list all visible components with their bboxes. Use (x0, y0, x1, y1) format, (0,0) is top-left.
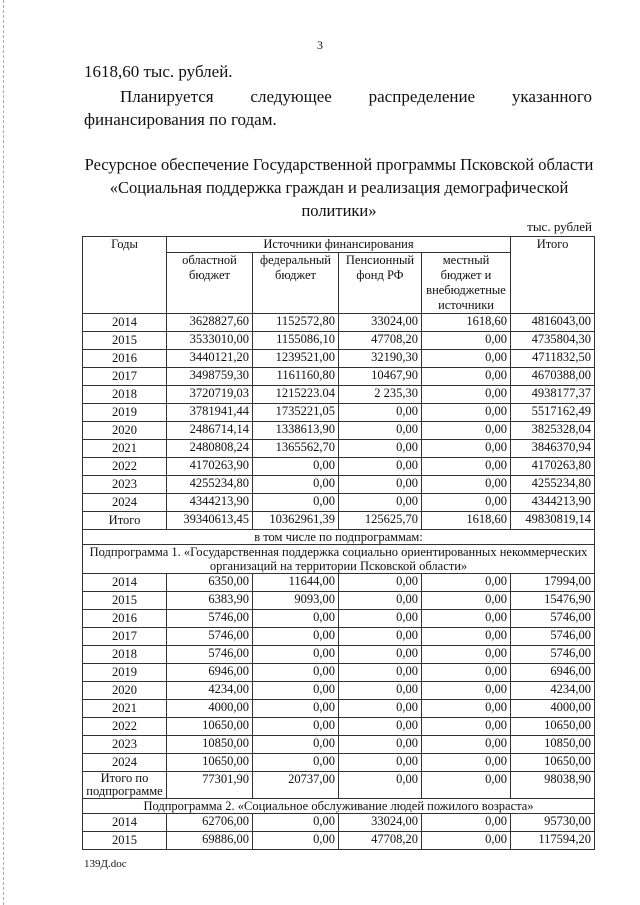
intro-line-2 (84, 87, 592, 107)
value-cell: 10650,00 (167, 718, 253, 736)
year-cell: 2020 (83, 422, 167, 440)
value-cell: 69886,00 (167, 832, 253, 850)
value-cell: 3628827,60 (167, 314, 253, 332)
subprograms-label (83, 530, 595, 545)
value-cell: 0,00 (339, 422, 422, 440)
year-cell: 2014 (83, 814, 167, 832)
header-pension: Пенсионный фонд РФ (339, 253, 422, 314)
value-cell: 10850,00 (167, 736, 253, 754)
value-cell: 0,00 (339, 458, 422, 476)
value-cell: 98038,90 (511, 772, 595, 799)
value-cell: 0,00 (253, 814, 339, 832)
value-cell: 1338613,90 (253, 422, 339, 440)
year-cell: 2023 (83, 476, 167, 494)
value-cell: 10650,00 (167, 754, 253, 772)
value-cell: 95730,00 (511, 814, 595, 832)
value-cell: 0,00 (422, 682, 511, 700)
value-cell: 0,00 (422, 700, 511, 718)
subprogram-1-title-text: Подпрограмма 1. «Государственная поддержка социально ориентированных некоммерческих организаций на территории Псковской области» (83, 545, 595, 574)
intro-line-3: финансирования по годам. (84, 110, 277, 129)
funding-table (82, 236, 595, 850)
value-cell: 0,00 (422, 814, 511, 832)
year-cell: 2023 (83, 736, 167, 754)
footer-filename: 139Д.doc (84, 858, 127, 870)
value-cell: 0,00 (422, 386, 511, 404)
value-cell: 10467,90 (339, 368, 422, 386)
value-cell: 0,00 (339, 592, 422, 610)
value-cell: 0,00 (339, 628, 422, 646)
table-row (83, 422, 595, 440)
value-cell: 15476,90 (511, 592, 595, 610)
value-cell: 0,00 (339, 440, 422, 458)
year-cell: 2015 (83, 592, 167, 610)
value-cell: 0,00 (422, 772, 511, 799)
value-cell: 1618,60 (422, 512, 511, 530)
value-cell: 0,00 (422, 404, 511, 422)
value-cell: 4234,00 (167, 682, 253, 700)
value-cell: 0,00 (253, 458, 339, 476)
value-cell: 0,00 (339, 772, 422, 799)
value-cell: 0,00 (339, 718, 422, 736)
value-cell: 4170263,80 (511, 458, 595, 476)
year-cell: 2022 (83, 718, 167, 736)
value-cell: 47708,20 (339, 332, 422, 350)
value-cell: 6383,90 (167, 592, 253, 610)
table-row (83, 476, 595, 494)
table-row (83, 386, 595, 404)
value-cell: 0,00 (422, 350, 511, 368)
value-cell: 3825328,04 (511, 422, 595, 440)
value-cell: 4344213,90 (511, 494, 595, 512)
value-cell: 62706,00 (167, 814, 253, 832)
value-cell: 0,00 (339, 404, 422, 422)
value-cell: 32190,30 (339, 350, 422, 368)
year-cell: 2017 (83, 628, 167, 646)
value-cell: 5746,00 (167, 610, 253, 628)
value-cell: 6946,00 (511, 664, 595, 682)
value-cell: 0,00 (339, 664, 422, 682)
year-cell: 2018 (83, 646, 167, 664)
table-row (83, 736, 595, 754)
value-cell: 0,00 (339, 682, 422, 700)
value-cell: 0,00 (422, 476, 511, 494)
value-cell: 2 235,30 (339, 386, 422, 404)
value-cell: 39340613,45 (167, 512, 253, 530)
value-cell: 3720719,03 (167, 386, 253, 404)
value-cell: 6350,00 (167, 574, 253, 592)
value-cell: 0,00 (422, 440, 511, 458)
value-cell: 10650,00 (511, 754, 595, 772)
page-number: 3 (317, 38, 323, 52)
value-cell: 5517162,49 (511, 404, 595, 422)
title-line-1: Ресурсное обеспечение Государственной программы Псковской области (84, 155, 594, 174)
year-cell: 2015 (83, 332, 167, 350)
value-cell: 0,00 (422, 422, 511, 440)
value-cell: 0,00 (339, 494, 422, 512)
value-cell: 1365562,70 (253, 440, 339, 458)
value-cell: 0,00 (422, 628, 511, 646)
value-cell: 0,00 (422, 754, 511, 772)
value-cell: 11644,00 (253, 574, 339, 592)
value-cell: 2480808,24 (167, 440, 253, 458)
value-cell: 1152572,80 (253, 314, 339, 332)
value-cell: 1155086,10 (253, 332, 339, 350)
word: Планируется (120, 87, 214, 106)
value-cell: 0,00 (253, 832, 339, 850)
year-cell: 2024 (83, 754, 167, 772)
value-cell: 20737,00 (253, 772, 339, 799)
value-cell: 0,00 (253, 476, 339, 494)
value-cell: 17994,00 (511, 574, 595, 592)
table-row (83, 314, 595, 332)
value-cell: 117594,20 (511, 832, 595, 850)
value-cell: 4816043,00 (511, 314, 595, 332)
subprogram-1-title (83, 545, 595, 574)
value-cell: 5746,00 (167, 646, 253, 664)
year-cell: 2019 (83, 404, 167, 422)
value-cell: 0,00 (253, 700, 339, 718)
header-total: Итого (511, 237, 595, 314)
value-cell: 5746,00 (511, 628, 595, 646)
table-row (83, 512, 595, 530)
year-cell: 2014 (83, 574, 167, 592)
header-regional: областной бюджет (167, 253, 253, 314)
table-title (84, 153, 594, 222)
value-cell: 0,00 (339, 700, 422, 718)
value-cell: 0,00 (339, 476, 422, 494)
header-sources: Источники финансирования (167, 237, 511, 253)
year-cell: 2016 (83, 350, 167, 368)
value-cell: 0,00 (422, 646, 511, 664)
value-cell: 1161160,80 (253, 368, 339, 386)
value-cell: 1735221,05 (253, 404, 339, 422)
value-cell: 0,00 (422, 458, 511, 476)
year-cell: Итого по подпрограмме (83, 772, 167, 799)
table-row (83, 440, 595, 458)
value-cell: 0,00 (253, 646, 339, 664)
value-cell: 0,00 (253, 754, 339, 772)
value-cell: 33024,00 (339, 814, 422, 832)
value-cell: 3533010,00 (167, 332, 253, 350)
value-cell: 4344213,90 (167, 494, 253, 512)
value-cell: 1215223.04 (253, 386, 339, 404)
year-cell: 2018 (83, 386, 167, 404)
value-cell: 10850,00 (511, 736, 595, 754)
value-cell: 4711832,50 (511, 350, 595, 368)
value-cell: 0,00 (422, 368, 511, 386)
value-cell: 5746,00 (167, 628, 253, 646)
value-cell: 0,00 (422, 832, 511, 850)
word: указанного (511, 87, 592, 106)
value-cell: 0,00 (253, 628, 339, 646)
value-cell: 0,00 (422, 574, 511, 592)
title-line-2: «Социальная поддержка граждан и реализация демографической (109, 178, 569, 197)
value-cell: 0,00 (253, 682, 339, 700)
word: следующее (250, 87, 332, 106)
table-row (83, 646, 595, 664)
table-row (83, 368, 595, 386)
table-row (83, 404, 595, 422)
header-federal: федеральный бюджет (253, 253, 339, 314)
value-cell: 0,00 (422, 494, 511, 512)
value-cell: 0,00 (422, 664, 511, 682)
value-cell: 4735804,30 (511, 332, 595, 350)
value-cell: 3440121,20 (167, 350, 253, 368)
value-cell: 10362961,39 (253, 512, 339, 530)
table-row (83, 458, 595, 476)
value-cell: 0,00 (339, 610, 422, 628)
table-row (83, 754, 595, 772)
value-cell: 5746,00 (511, 646, 595, 664)
value-cell: 3781941,44 (167, 404, 253, 422)
year-cell: 2021 (83, 440, 167, 458)
word: распределение (368, 87, 476, 106)
header-local: местный бюджет и внебюджетные источники (422, 253, 511, 314)
year-cell: 2022 (83, 458, 167, 476)
value-cell: 0,00 (339, 646, 422, 664)
table-row (83, 832, 595, 850)
table-row (83, 574, 595, 592)
subprogram-1-total-row (83, 772, 595, 799)
value-cell: 2486714,14 (167, 422, 253, 440)
value-cell: 9093,00 (253, 592, 339, 610)
value-cell: 1618,60 (422, 314, 511, 332)
table-row (83, 814, 595, 832)
subprogram-2-title-text: Подпрограмма 2. «Социальное обслуживание людей пожилого возраста» (83, 799, 595, 814)
value-cell: 125625,70 (339, 512, 422, 530)
value-cell: 0,00 (253, 718, 339, 736)
table-row (83, 332, 595, 350)
subprogram-2-title (83, 799, 595, 814)
year-cell: 2015 (83, 832, 167, 850)
subprograms-label-text: в том числе по подпрограммам: (83, 530, 595, 545)
table-row (83, 592, 595, 610)
value-cell: 4170263,90 (167, 458, 253, 476)
value-cell: 3846370,94 (511, 440, 595, 458)
year-cell: Итого (83, 512, 167, 530)
value-cell: 4670388,00 (511, 368, 595, 386)
value-cell: 0,00 (253, 664, 339, 682)
value-cell: 4255234,80 (511, 476, 595, 494)
value-cell: 0,00 (422, 592, 511, 610)
table-row (83, 682, 595, 700)
value-cell: 4938177,37 (511, 386, 595, 404)
value-cell: 0,00 (422, 332, 511, 350)
value-cell: 1239521,00 (253, 350, 339, 368)
table-row (83, 494, 595, 512)
value-cell: 4234,00 (511, 682, 595, 700)
value-cell: 4255234,80 (167, 476, 253, 494)
value-cell: 6946,00 (167, 664, 253, 682)
year-cell: 2024 (83, 494, 167, 512)
value-cell: 47708,20 (339, 832, 422, 850)
units-label: тыс. рублей (527, 219, 592, 234)
table-row (83, 718, 595, 736)
value-cell: 10650,00 (511, 718, 595, 736)
value-cell: 0,00 (339, 754, 422, 772)
value-cell: 0,00 (339, 574, 422, 592)
year-cell: 2020 (83, 682, 167, 700)
year-cell: 2019 (83, 664, 167, 682)
value-cell: 0,00 (253, 610, 339, 628)
table-row (83, 664, 595, 682)
header-years: Годы (83, 237, 167, 314)
year-cell: 2014 (83, 314, 167, 332)
value-cell: 4000,00 (511, 700, 595, 718)
value-cell: 0,00 (253, 494, 339, 512)
year-cell: 2016 (83, 610, 167, 628)
value-cell: 0,00 (339, 736, 422, 754)
title-line-3: политики» (301, 201, 377, 220)
value-cell: 0,00 (422, 736, 511, 754)
value-cell: 49830819,14 (511, 512, 595, 530)
scan-edge-artifact (3, 0, 6, 905)
table-row (83, 350, 595, 368)
value-cell: 0,00 (422, 718, 511, 736)
value-cell: 33024,00 (339, 314, 422, 332)
value-cell: 4000,00 (167, 700, 253, 718)
value-cell: 0,00 (253, 736, 339, 754)
table-row (83, 700, 595, 718)
table-row (83, 610, 595, 628)
year-cell: 2021 (83, 700, 167, 718)
year-cell: 2017 (83, 368, 167, 386)
value-cell: 77301,90 (167, 772, 253, 799)
value-cell: 3498759,30 (167, 368, 253, 386)
value-cell: 0,00 (422, 610, 511, 628)
intro-line-1: 1618,60 тыс. рублей. (84, 62, 233, 81)
value-cell: 5746,00 (511, 610, 595, 628)
table-row (83, 628, 595, 646)
